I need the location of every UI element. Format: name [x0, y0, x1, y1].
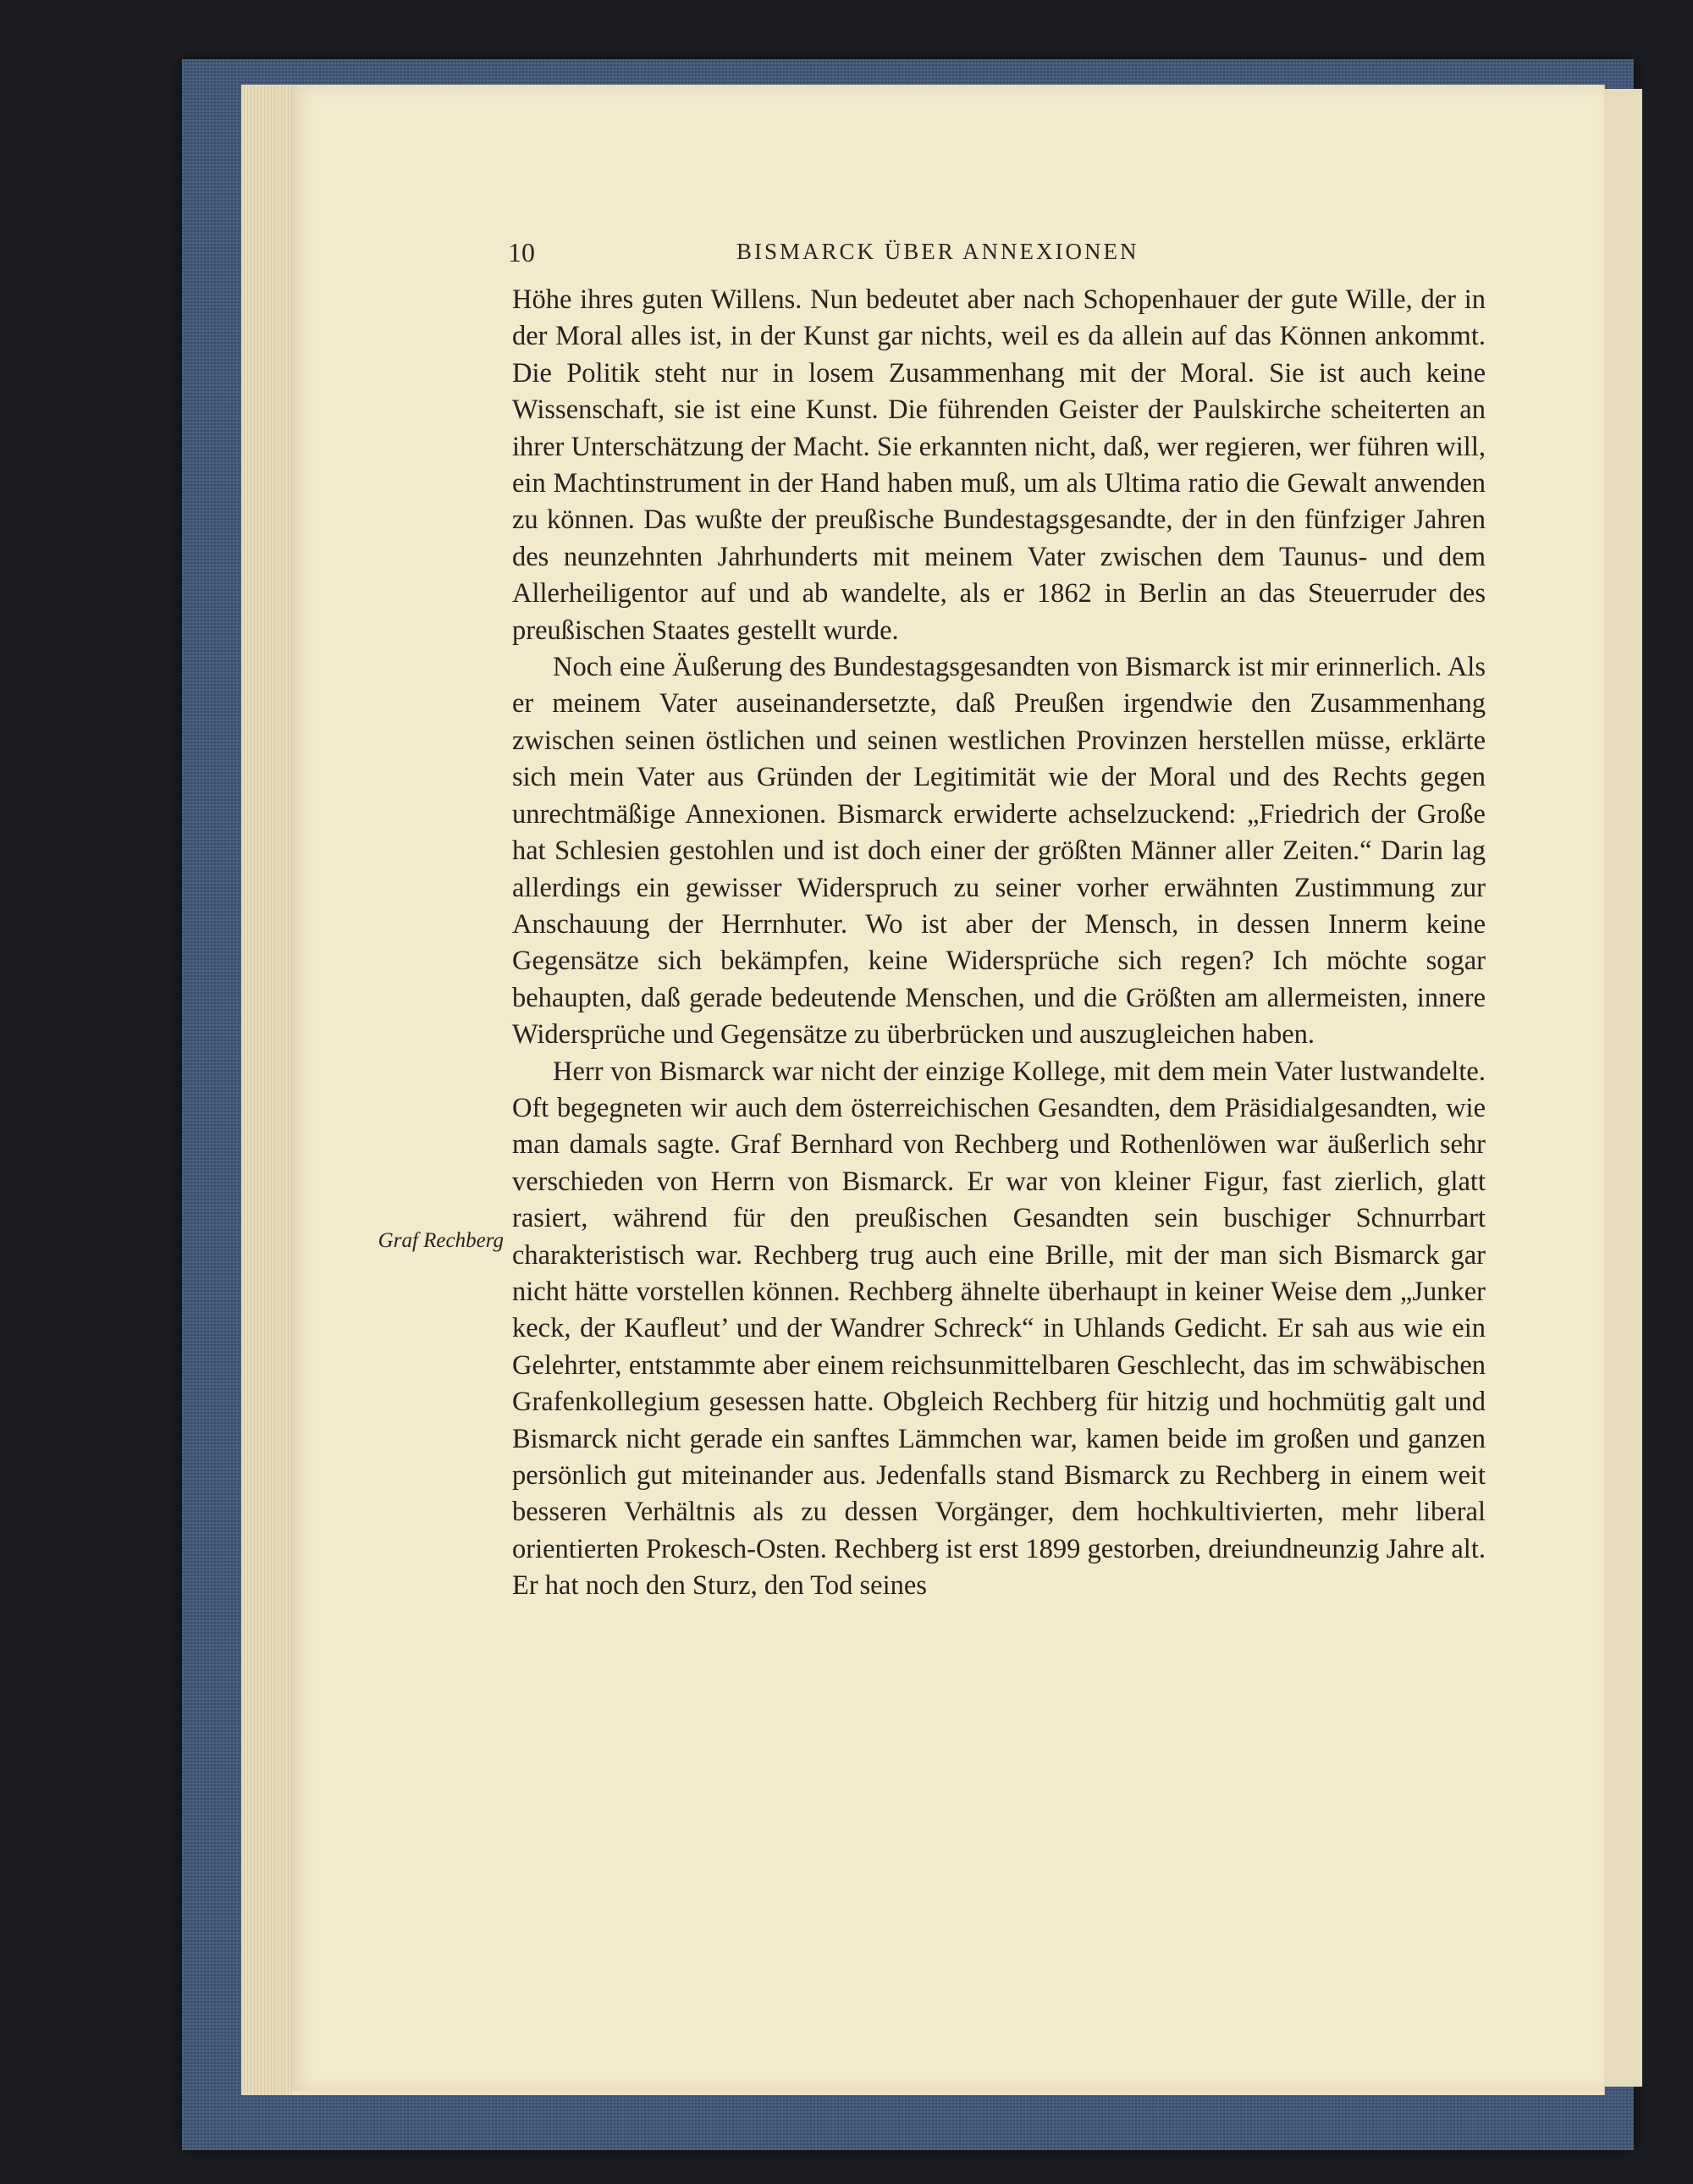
- page-number: 10: [508, 237, 535, 267]
- paragraph-3: Herr von Bismarck war nicht der einzige Kollege, mit dem mein Vater lustwandelte. Oft begegneten wir auch dem österreichischen Gesandten, dem Präsidialgesandten, wie man damals sagte. Graf Bernhard von Rechberg und Rothenlöwen war äußerlich sehr verschieden von Herrn von Bismarck. Er war von kleiner Figur, fast zierlich, glatt rasiert, während für den preußischen Gesandten sein buschiger Schnurrbart charakteristisch war. Rechberg trug auch eine Brille, mit der man sich Bismarck gar nicht hätte vorstellen können. Rechberg ähnelte überhaupt in keiner Weise dem „Junker keck, der Kaufleut’ und der Wandrer Schreck“ in Uhlands Gedicht. Er sah aus wie ein Gelehrter, entstammte aber einem reichsunmittelbaren Geschlecht, das im schwäbischen Grafenkollegium gesessen hatte. Obgleich Rechberg für hitzig und hochmütig galt und Bismarck nicht gerade ein sanftes Lämmchen war, kamen beide im großen und ganzen persönlich gut miteinander aus. Jedenfalls stand Bismarck zu Rechberg in einem weit besseren Verhältnis als zu dessen Vorgänger, dem hochkultivierten, mehr liberal orientierten Prokesch-Osten. Rechberg ist erst 1899 gestorben, dreiundneunzig Jahre alt. Er hat noch den Sturz, den Tod seines: [512, 1056, 1486, 1602]
- margin-note: Graf Rechberg: [378, 1229, 504, 1252]
- paragraph-2: Noch eine Äußerung des Bundestagsgesandten von Bismarck ist mir erinnerlich. Als er meinem Vater auseinandersetzte, daß Preußen irgendwie den Zusammenhang zwischen seinen östlichen und seinen westlichen Provinzen herstellen müsse, erklärte sich mein Vater aus Gründen der Legitimität wie der Moral und des Rechts gegen unrechtmäßige Annexionen. Bismarck erwiderte achselzuckend: „Friedrich der Große hat Schlesien gestohlen und ist doch einer der größten Männer aller Zeiten.“ Darin lag allerdings ein gewisser Widerspruch zu seiner vorher erwähnten Zustimmung zur Anschauung der Herrnhuter. Wo ist aber der Mensch, in dessen Innerm keine Gegensätze sich bekämpfen, keine Widersprüche sich regen? Ich möchte sogar behaupten, daß gerade bedeutende Menschen, und die Größten am allermeisten, innere Widersprüche und Gegensätze zu überbrücken und auszugleichen haben.: [512, 652, 1486, 1051]
- running-title: BISMARCK ÜBER ANNEXIONEN: [736, 239, 1139, 264]
- paragraph-1: Höhe ihres guten Willens. Nun bedeutet aber nach Schopenhauer der gute Wille, der in der Moral alles ist, in der Kunst gar nichts, weil es da allein auf das Können ankommt. Die Politik steht nur in losem Zusammenhang mit der Moral. Sie ist auch keine Wissenschaft, sie ist eine Kunst. Die führenden Geister der Paulskirche scheiterten an ihrer Unterschätzung der Macht. Sie erkannten nicht, daß, wer regieren, wer führen will, ein Machtinstrument in der Hand haben muß, um als Ultima ratio die Gewalt anwenden zu können. Das wußte der preußische Bundestagsgesandte, der in den fünfziger Jahren des neunzehnten Jahrhunderts mit meinem Vater zwischen dem Taunus- und dem Allerheiligentor auf und ab wandelte, als er 1862 in Berlin an das Steuerruder des preußischen Staates gestellt wurde.: [512, 284, 1486, 646]
- body-text: [512, 282, 1486, 1605]
